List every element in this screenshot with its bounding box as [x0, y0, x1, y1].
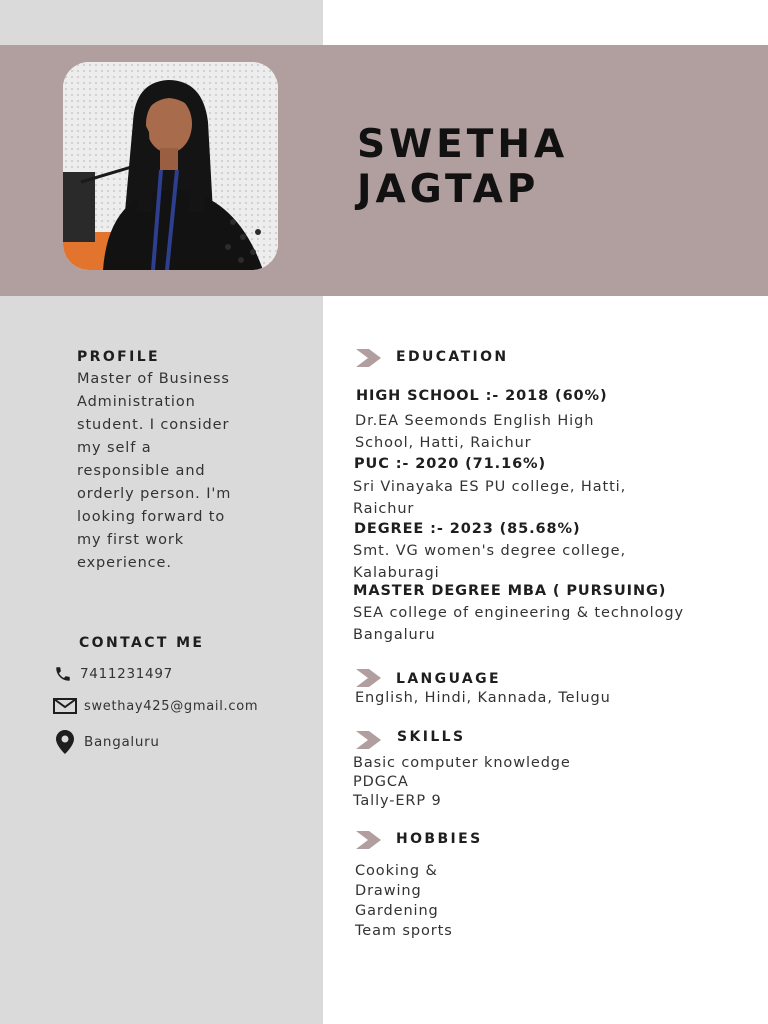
location-pin-icon: [56, 730, 74, 754]
contact-location: [56, 730, 160, 754]
education-line: SEA college of engineering & technology: [353, 605, 684, 621]
hobby-item: Gardening: [355, 903, 439, 919]
education-line: Raichur: [353, 501, 415, 517]
hobbies-title: HOBBIES: [396, 831, 483, 847]
education-heading-degree: DEGREE :- 2023 (85.68%): [354, 521, 581, 537]
profile-text: [77, 368, 231, 575]
education-arrow-icon: [356, 349, 381, 367]
hobby-item: Cooking &: [355, 863, 438, 879]
language-arrow-icon: [356, 669, 381, 687]
skills-arrow-icon: [356, 731, 381, 749]
profile-line: responsible and: [77, 463, 206, 479]
education-detail-degree: [353, 540, 626, 584]
hobby-item: Drawing: [355, 883, 422, 899]
education-line: School, Hatti, Raichur: [355, 435, 532, 451]
location-text: Bangaluru: [84, 734, 160, 750]
last-name: JAGTAP: [357, 167, 540, 212]
skills-title: SKILLS: [397, 729, 466, 745]
profile-line: experience.: [77, 555, 172, 571]
skill-item: Tally-ERP 9: [353, 793, 442, 809]
skill-item: Basic computer knowledge: [353, 755, 571, 771]
hobby-item: Team sports: [355, 923, 453, 939]
education-heading-high-school: HIGH SCHOOL :- 2018 (60%): [356, 388, 608, 404]
profile-line: orderly person. I'm: [77, 486, 232, 502]
education-title: EDUCATION: [396, 349, 509, 365]
email-address[interactable]: swethay425@gmail.com: [84, 698, 259, 714]
contact-title: CONTACT ME: [79, 635, 205, 651]
education-line: Smt. VG women's degree college,: [353, 543, 626, 559]
education-detail-mba: [353, 602, 684, 646]
education-line: Sri Vinayaka ES PU college, Hatti,: [353, 479, 627, 495]
contact-email: [53, 697, 258, 715]
phone-number[interactable]: 7411231497: [80, 666, 173, 682]
hobbies-arrow-icon: [356, 831, 381, 849]
language-text: English, Hindi, Kannada, Telugu: [355, 690, 611, 706]
education-line: Bangaluru: [353, 627, 436, 643]
profile-title: PROFILE: [77, 349, 160, 365]
profile-line: student. I consider: [77, 417, 230, 433]
candidate-name: [357, 122, 568, 212]
mail-icon: [53, 697, 77, 715]
education-line: Kalaburagi: [353, 565, 440, 581]
phone-icon: [53, 665, 73, 683]
profile-photo: [63, 62, 278, 270]
profile-line: my first work: [77, 532, 185, 548]
language-title: LANGUAGE: [396, 671, 501, 687]
contact-phone: [53, 665, 173, 683]
first-name: SWETHA: [357, 122, 569, 167]
education-heading-puc: PUC :- 2020 (71.16%): [354, 456, 547, 472]
profile-photo-illustration: [63, 62, 278, 270]
profile-line: Master of Business: [77, 371, 230, 387]
education-detail-puc: [353, 476, 626, 520]
profile-line: my self a: [77, 440, 152, 456]
profile-line: Administration: [77, 394, 196, 410]
skill-item: PDGCA: [353, 774, 409, 790]
education-detail-high-school: [355, 410, 594, 454]
profile-line: looking forward to: [77, 509, 226, 525]
education-line: Dr.EA Seemonds English High: [355, 413, 595, 429]
education-heading-mba: MASTER DEGREE MBA ( PURSUING): [353, 583, 667, 599]
